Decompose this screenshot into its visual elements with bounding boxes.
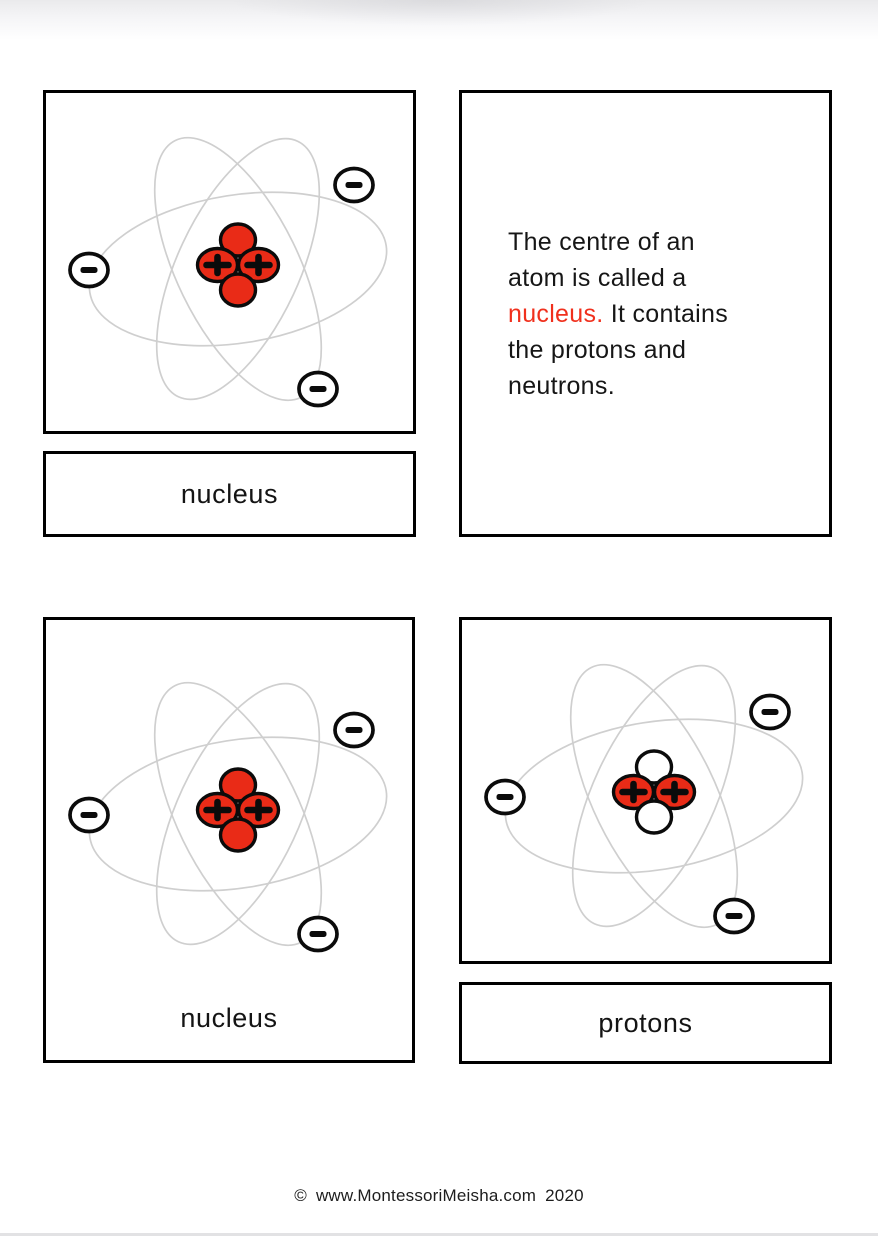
definition-line: the protons and	[508, 335, 687, 364]
atom-diagram-icon	[46, 93, 413, 431]
definition-text	[462, 224, 744, 404]
top-shadow-band	[0, 0, 878, 40]
definition-line	[508, 296, 728, 332]
protons-label: protons	[598, 1007, 693, 1038]
footer-credit	[0, 1186, 878, 1206]
definition-line: atom is called a	[508, 263, 687, 292]
protons-label-card	[459, 982, 832, 1064]
definition-card	[459, 90, 832, 537]
protons-picture-card	[459, 617, 832, 964]
footer-year: 2020	[545, 1186, 584, 1205]
nucleus-label: nucleus	[180, 478, 279, 509]
definition-line: The centre of an	[508, 227, 695, 256]
definition-line-rest: It contains	[603, 299, 729, 328]
atom-diagram-icon	[46, 638, 413, 978]
footer-site: www.MontessoriMeisha.com	[315, 1186, 537, 1205]
nucleus-picture-card	[43, 90, 416, 434]
atom-diagram-protons-highlighted-icon	[462, 620, 829, 961]
nucleus-control-card	[43, 617, 415, 1063]
nucleus-label-card	[43, 451, 416, 537]
definition-line: neutrons.	[508, 371, 615, 400]
nucleus-label: nucleus	[180, 1003, 278, 1033]
highlighted-word: nucleus.	[508, 299, 604, 328]
copyright-icon: ©	[294, 1186, 307, 1205]
